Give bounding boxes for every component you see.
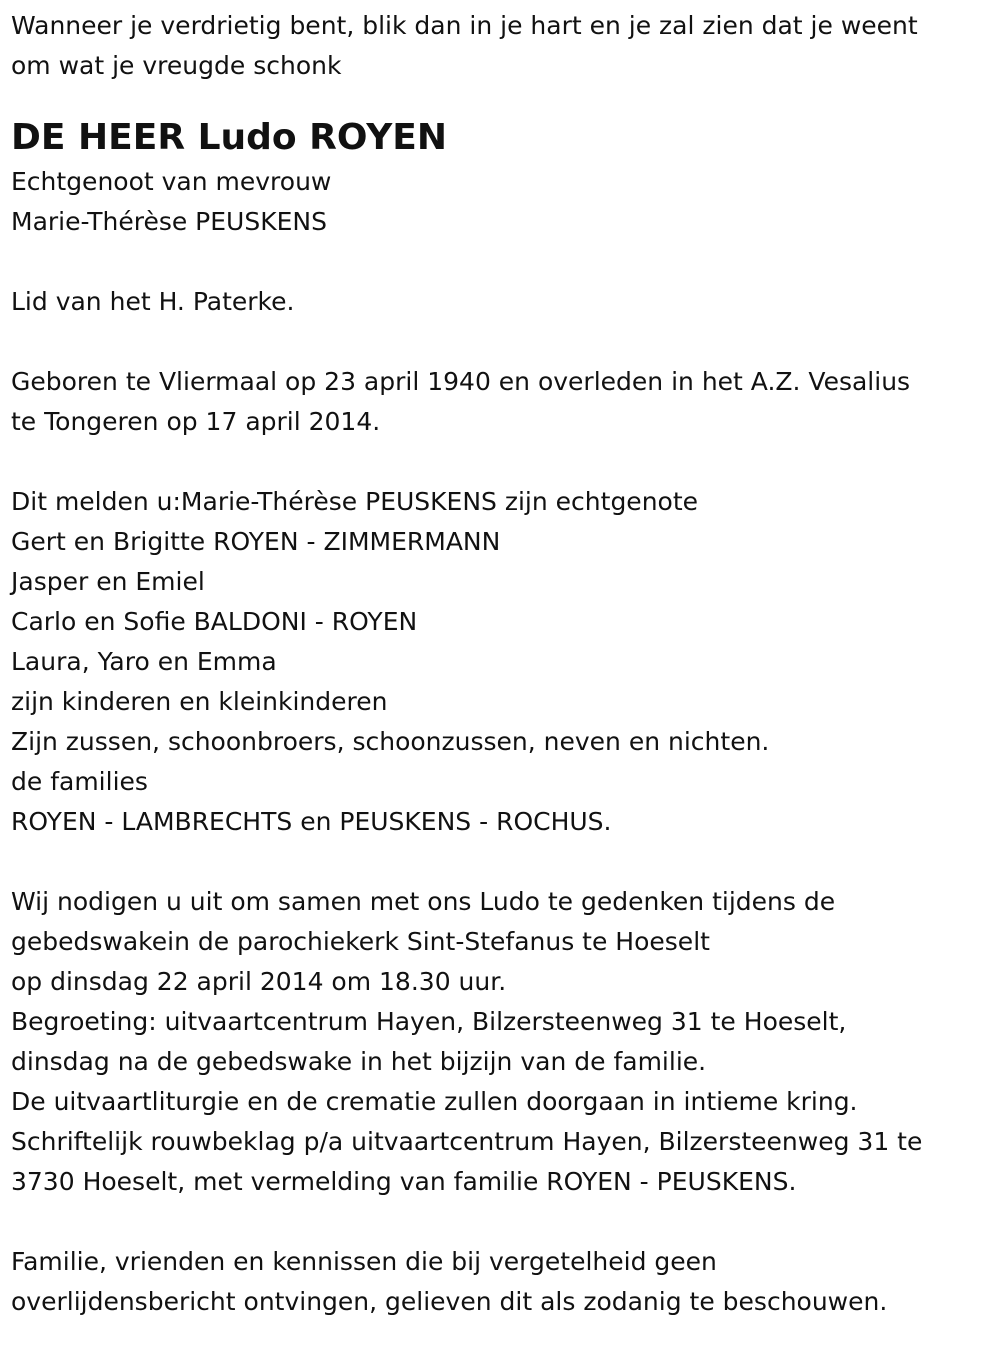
- ceremony-line: Schriftelijk rouwbeklag p/a uitvaartcentrum Hayen, Bilzersteenweg 31 te: [11, 1127, 923, 1156]
- ceremony-details: [11, 882, 991, 1202]
- spacer: [11, 322, 991, 362]
- family-line: de families: [11, 767, 148, 796]
- birth-death-line: Geboren te Vliermaal op 23 april 1940 en overleden in het A.Z. Vesalius: [11, 367, 911, 396]
- motto: [11, 6, 991, 86]
- motto-line: om wat je vreugde schonk: [11, 51, 342, 80]
- obituary-document: [11, 6, 991, 1322]
- closing-note: [11, 1242, 991, 1322]
- motto-line: Wanneer je verdrietig bent, blik dan in je hart en je zal zien dat je weent: [11, 11, 918, 40]
- spouse-line: Marie-Thérèse PEUSKENS: [11, 207, 327, 236]
- family-announcement: [11, 482, 991, 842]
- spouse-info: [11, 162, 991, 242]
- ceremony-line: Begroeting: uitvaartcentrum Hayen, Bilzersteenweg 31 te Hoeselt,: [11, 1007, 847, 1036]
- family-line: Zijn zussen, schoonbroers, schoonzussen, neven en nichten.: [11, 727, 770, 756]
- spouse-line: Echtgenoot van mevrouw: [11, 167, 332, 196]
- ceremony-line: Wij nodigen u uit om samen met ons Ludo te gedenken tijdens de: [11, 887, 836, 916]
- family-line: zijn kinderen en kleinkinderen: [11, 687, 388, 716]
- spacer: [11, 242, 991, 282]
- family-line: Carlo en Sofie BALDONI - ROYEN: [11, 607, 418, 636]
- ceremony-line: gebedswakein de parochiekerk Sint-Stefanus te Hoeselt: [11, 927, 710, 956]
- ceremony-line: De uitvaartliturgie en de crematie zullen doorgaan in intieme kring.: [11, 1087, 858, 1116]
- closing-line: overlijdensbericht ontvingen, gelieven dit als zodanig te beschouwen.: [11, 1287, 888, 1316]
- family-line: Laura, Yaro en Emma: [11, 647, 277, 676]
- family-line: Gert en Brigitte ROYEN - ZIMMERMANN: [11, 527, 501, 556]
- family-line: Dit melden u:Marie-Thérèse PEUSKENS zijn echtgenote: [11, 487, 699, 516]
- spacer: [11, 842, 991, 882]
- ceremony-line: op dinsdag 22 april 2014 om 18.30 uur.: [11, 967, 507, 996]
- ceremony-line: 3730 Hoeselt, met vermelding van familie ROYEN - PEUSKENS.: [11, 1167, 797, 1196]
- birth-death-info: [11, 362, 991, 442]
- family-line: Jasper en Emiel: [11, 567, 205, 596]
- membership-line: Lid van het H. Paterke.: [11, 287, 295, 316]
- family-line: ROYEN - LAMBRECHTS en PEUSKENS - ROCHUS.: [11, 807, 612, 836]
- spacer: [11, 86, 991, 114]
- birth-death-line: te Tongeren op 17 april 2014.: [11, 407, 381, 436]
- spacer: [11, 1202, 991, 1242]
- deceased-name: DE HEER Ludo ROYEN: [11, 117, 448, 158]
- closing-line: Familie, vrienden en kennissen die bij vergetelheid geen: [11, 1247, 717, 1276]
- spacer: [11, 442, 991, 482]
- ceremony-line: dinsdag na de gebedswake in het bijzijn van de familie.: [11, 1047, 707, 1076]
